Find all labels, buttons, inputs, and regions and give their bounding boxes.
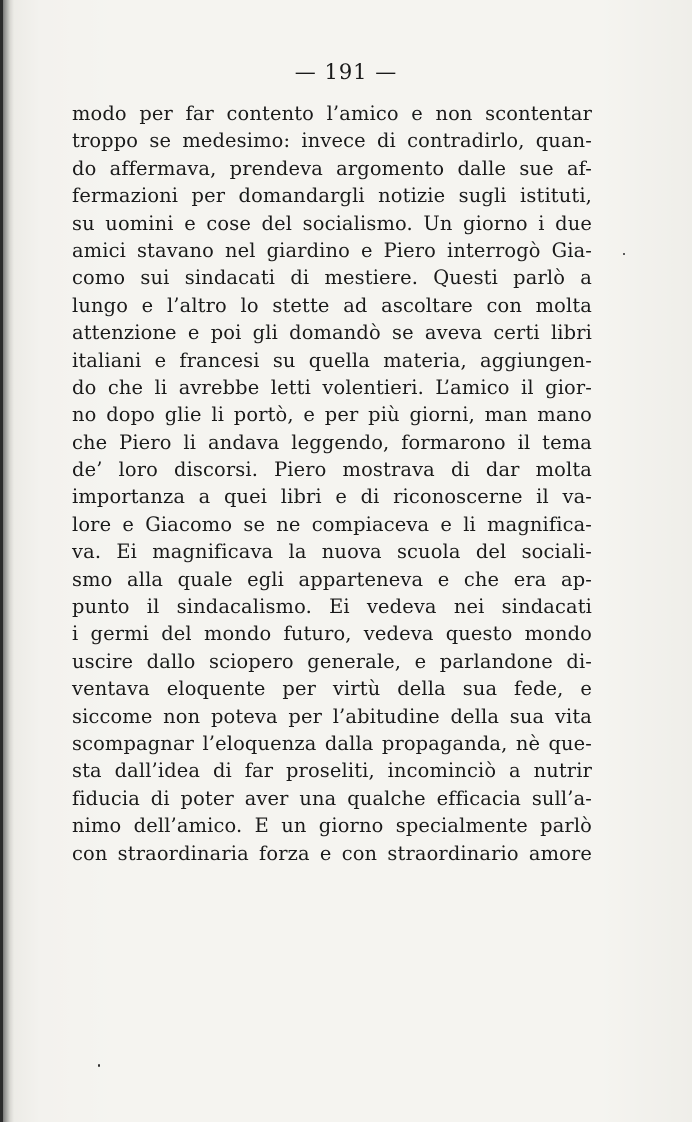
text-line: fiducia di poter aver una qualche efficacia sull’a-	[72, 786, 592, 810]
text-line: italiani e francesi su quella materia, aggiungen-	[72, 348, 592, 372]
text-line: troppo se medesimo: invece di contradirlo, quan-	[72, 129, 592, 153]
text-line: smo alla quale egli apparteneva e che era ap-	[72, 567, 592, 591]
text-line: con straordinaria forza e con straordinario amore	[72, 841, 592, 865]
text-line: scompagnar l’eloquenza dalla propaganda, nè que-	[72, 731, 592, 755]
text-line: lore e Giacomo se ne compiaceva e li magnifica-	[72, 512, 592, 536]
text-line: attenzione e poi gli domandò se aveva certi libri	[72, 321, 592, 345]
text-line: va. Ei magnificava la nuova scuola del sociali-	[72, 540, 592, 564]
text-line: fermazioni per domandargli notizie sugli istituti,	[72, 184, 592, 208]
text-line: siccome non poteva per l’abitudine della sua vita	[72, 704, 592, 728]
text-line: de’ loro discorsi. Piero mostrava di dar molta	[72, 458, 592, 482]
text-line: no dopo glie li portò, e per più giorni, man mano	[72, 403, 592, 427]
text-line: do che li avrebbe letti volentieri. L’amico il gior-	[72, 375, 592, 399]
text-line: como sui sindacati di mestiere. Questi parlò a	[72, 266, 592, 290]
text-line: lungo e l’altro lo stette ad ascoltare con molta	[72, 293, 592, 317]
text-line: ventava eloquente per virtù della sua fede, e	[72, 677, 592, 701]
page-number: — 191 —	[294, 60, 398, 84]
body-text	[72, 100, 592, 867]
text-line: nimo dell’amico. E un giorno specialmente parlò	[72, 814, 592, 838]
text-line: amici stavano nel giardino e Piero interrogò Gia-	[72, 238, 592, 262]
text-line: sta dall’idea di far proseliti, incominciò a nutrir	[72, 759, 592, 783]
text-line: uscire dallo sciopero generale, e parlandone di-	[72, 649, 592, 673]
paper-speck	[623, 253, 625, 255]
text-line: do affermava, prendeva argomento dalle sue af-	[72, 156, 592, 180]
text-line: su uomini e cose del socialismo. Un giorno i due	[72, 211, 592, 235]
text-line: importanza a quei libri e di riconoscerne il va-	[72, 485, 592, 509]
text-line: i germi del mondo futuro, vedeva questo mondo	[72, 622, 592, 646]
binding-edge	[0, 0, 3, 1122]
paper-speck	[98, 1064, 100, 1067]
text-line: punto il sindacalismo. Ei vedeva nei sindacati	[72, 595, 592, 619]
text-line: che Piero li andava leggendo, formarono il tema	[72, 430, 592, 454]
text-line: modo per far contento l’amico e non scontentar	[72, 102, 592, 125]
